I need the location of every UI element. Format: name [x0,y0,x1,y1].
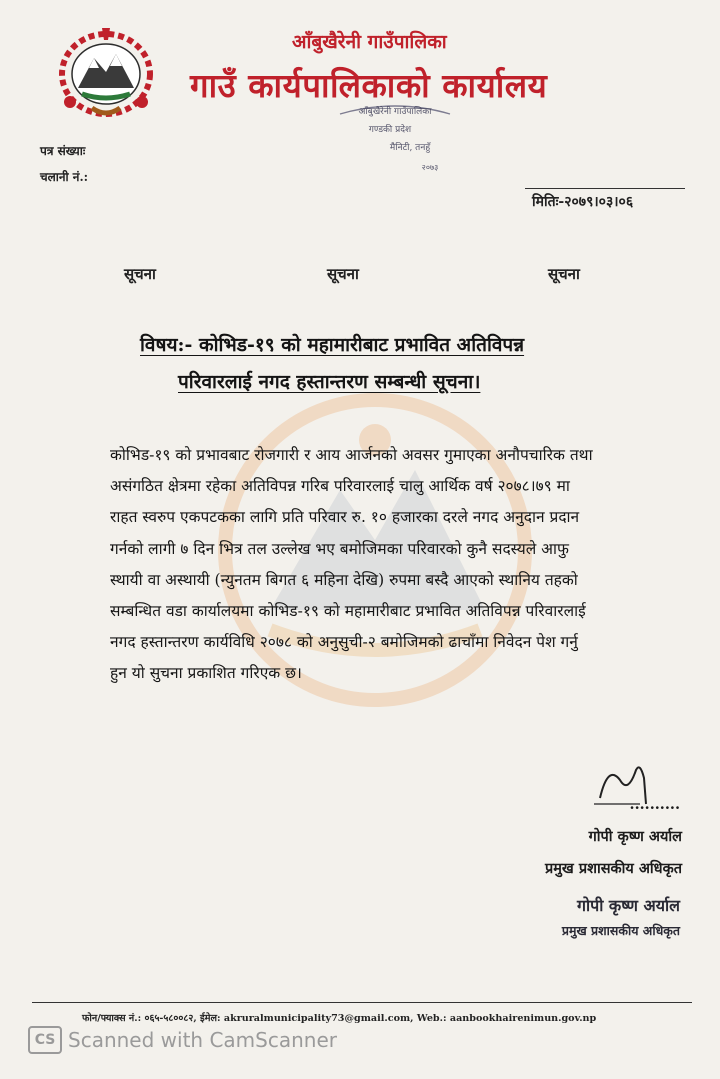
notice-label-center: सूचना [327,265,359,283]
stamp-title: प्रमुख प्रशासकीय अधिकृत [561,923,680,938]
subject-line-2: परिवारलाई नगद हस्तान्तरण सम्बन्धी सूचना। [178,371,481,393]
signature-dots: .......... [629,796,680,813]
notice-label-right: सूचना [548,265,580,283]
signatory-title: प्रमुख प्रशासकीय अधिकृत [545,860,682,877]
municipality-name: आँबुखैरेनी गाउँपालिका [292,31,447,53]
seal-line-3: मैनिटी, तनहुँ [389,143,431,153]
seal-line-2: गण्डकी प्रदेश [368,125,412,135]
chalani-label: चलानी नं.: [40,170,89,184]
body-line-2: असंगठित क्षेत्रमा रहेका अतिविपन्न गरिब परिवारलाई चालु आर्थिक वर्ष २०७८।७९ मा [110,477,570,496]
signatory-name: गोपी कृष्ण अर्याल [588,828,682,845]
seal-line-4: २०७३ [421,163,439,172]
office-name: गाउँ कार्यपालिकाको कार्यालय [190,66,548,105]
seal-line-1: आँबुखैरेनी गाउँपालिका [358,107,432,117]
subject-line-1: विषय:- कोभिड-१९ को महामारीबाट प्रभावित अतिविपन्न [140,334,525,356]
camscanner-watermark [28,1026,337,1054]
date-divider [525,188,685,189]
notice-label-left: सूचना [124,265,156,283]
body-line-1: कोभिड-१९ को प्रभावबाट रोजगारी र आय आर्जनको अवसर गुमाएका अनौपचारिक तथा [110,446,593,464]
camscanner-logo-icon: CS [28,1026,62,1054]
letter-date: मितिः-२०७९।०३।०६ [532,194,634,210]
camscanner-text: Scanned with CamScanner [68,1028,337,1052]
stamp-name: गोपी कृष्ण अर्याल [576,896,680,915]
body-line-4: गर्नको लागी ७ दिन भित्र तल उल्लेख भए बमोजिमका परिवारको कुनै सदस्यले आफु [110,539,569,558]
nepal-emblem-icon [52,22,160,122]
body-line-7: नगद हस्तान्तरण कार्यविधि २०७८ को अनुसुची-२ बमोजिमको ढाचाँमा निवेदन पेश गर्नु [110,633,578,652]
footer-contact: फोन/फ्याक्स नं.: ०६५-५८००८२, ईमेल: akruralmunicipality73@gmail.com, Web.: aanbookhairenimun.gov.np [82,1013,597,1024]
patra-sankhya-label: पत्र संख्याः [40,144,86,158]
footer-divider [32,1002,692,1003]
body-line-6: सम्बन्धित वडा कार्यालयमा कोभिड-१९ को महामारीबाट प्रभावित अतिविपन्न परिवारलाई [110,602,586,621]
body-line-8: हुन यो सुचना प्रकाशित गरिएक छ। [110,664,302,683]
body-line-3: राहत स्वरुप एकपटकका लागि प्रति परिवार रु. १० हजारका दरले नगद अनुदान प्रदान [110,508,580,527]
office-seal-stamp [330,98,460,178]
notice-body [110,440,680,690]
body-line-5: स्थायी वा अस्थायी (न्युनतम बिगत ६ महिना देखि) रुपमा बस्दै आएको स्थानिय तहको [110,570,578,589]
